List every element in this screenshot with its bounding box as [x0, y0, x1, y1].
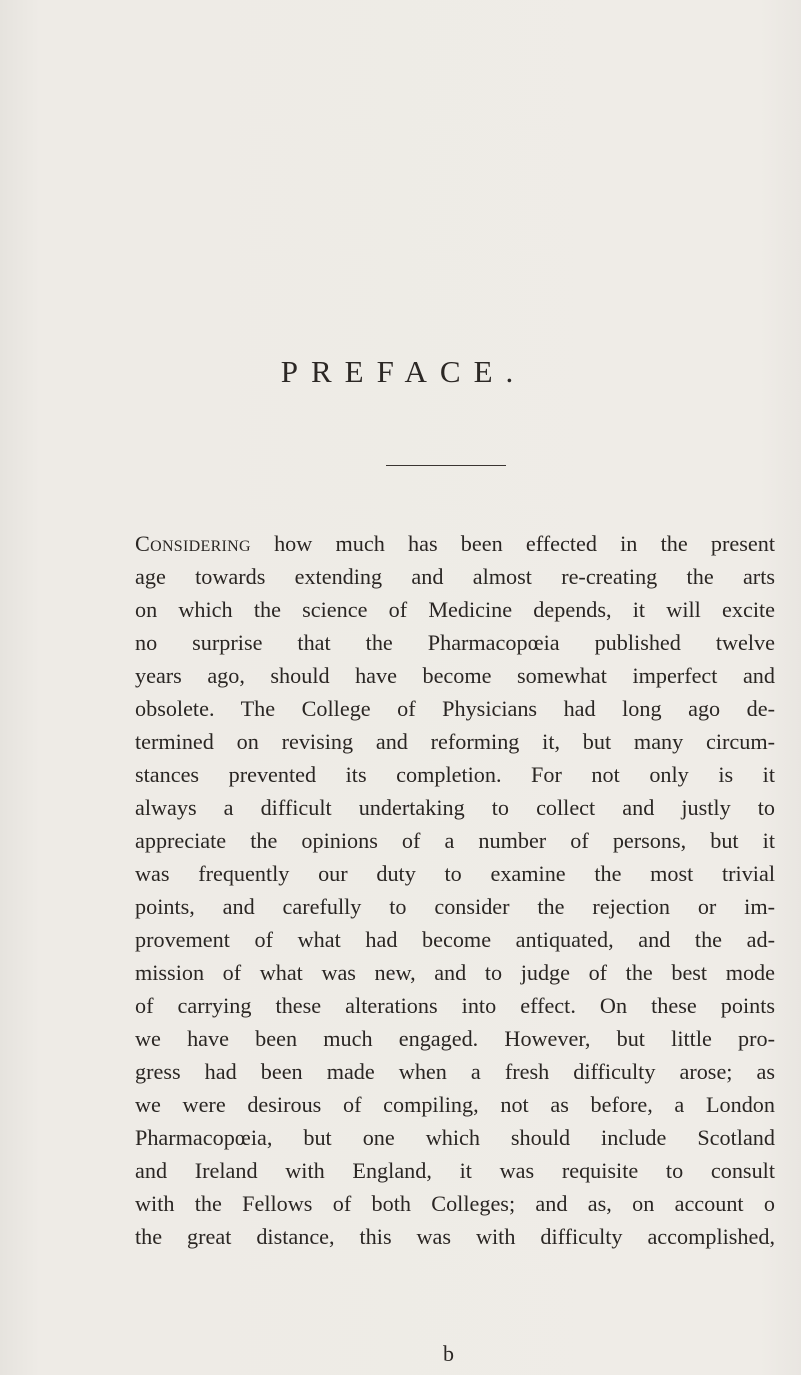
text-line: points, and carefully to consider the rejection or im- [135, 894, 775, 919]
text-line: of carrying these alterations into effect. On these points [135, 993, 775, 1018]
text-line: we were desirous of compiling, not as before, a London [135, 1092, 775, 1117]
signature-mark: b [443, 1341, 454, 1366]
text-line: years ago, should have become somewhat imperfect and [135, 663, 775, 688]
preface-paragraph [135, 527, 775, 1253]
text-line: gress had been made when a fresh difficulty arose; as [135, 1059, 775, 1084]
text-line: obsolete. The College of Physicians had long ago de- [135, 696, 775, 721]
text-line: provement of what had become antiquated, and the ad- [135, 927, 775, 952]
text-line: termined on revising and reforming it, but many circum- [135, 729, 775, 754]
preface-heading: PREFACE. [280, 354, 527, 389]
text-line: always a difficult undertaking to collect and justly to [135, 795, 775, 820]
text-line: mission of what was new, and to judge of the best mode [135, 960, 775, 985]
heading-rule [386, 465, 506, 466]
text-line: and Ireland with England, it was requisite to consult [135, 1158, 775, 1183]
text-line: we have been much engaged. However, but little pro- [135, 1026, 775, 1051]
text-line: no surprise that the Pharmacopœia published twelve [135, 630, 775, 655]
text-line: stances prevented its completion. For not only is it [135, 762, 775, 787]
paragraph-first-word: Considering [135, 531, 251, 556]
text-line: Considering how much has been effected in the present [135, 531, 775, 556]
text-line: the great distance, this was with difficulty accomplished, [135, 1224, 775, 1249]
text-line: on which the science of Medicine depends, it will excite [135, 597, 775, 622]
text-line: with the Fellows of both Colleges; and as, on account o [135, 1191, 775, 1216]
text-line: Pharmacopœia, but one which should include Scotland [135, 1125, 775, 1150]
text-line: appreciate the opinions of a number of persons, but it [135, 828, 775, 853]
text-line: was frequently our duty to examine the most trivial [135, 861, 775, 886]
text-line: age towards extending and almost re-creating the arts [135, 564, 775, 589]
